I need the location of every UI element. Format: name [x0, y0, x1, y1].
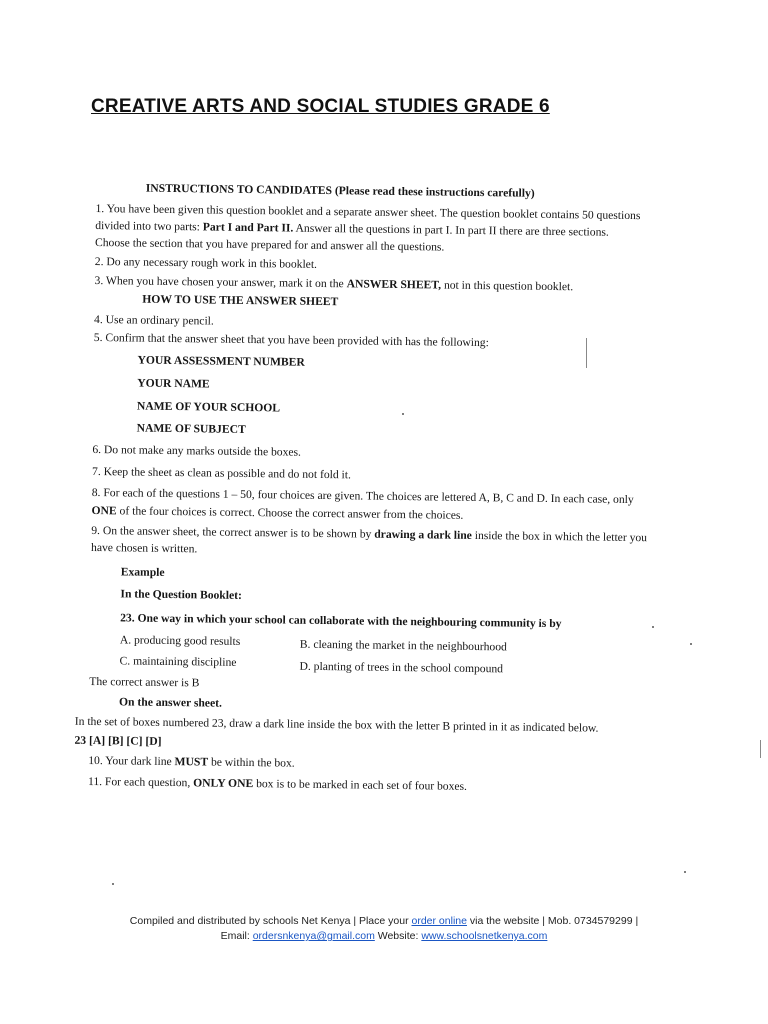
footer-line-1	[0, 914, 768, 929]
example-question-text: 23. One way in which your school can collaborate with the neighbouring community is by	[120, 611, 562, 631]
text: box is to be marked in each set of four boxes.	[253, 777, 468, 793]
must-emphasis: MUST	[174, 755, 209, 769]
instructions-heading: INSTRUCTIONS TO CANDIDATES (Please read these instructions carefully)	[145, 181, 535, 200]
draw-instruction: In the set of boxes numbered 23, draw a dark line inside the box with the letter B printed in it as indicated below.	[74, 714, 599, 735]
instruction-5: 5. Confirm that the answer sheet that you have been provided with has the following:	[93, 330, 489, 350]
example-question	[120, 610, 562, 631]
scan-artifact	[586, 338, 587, 368]
instruction-6: 6. Do not make any marks outside the boxes.	[92, 442, 302, 459]
field-assessment-number: YOUR ASSESSMENT NUMBER	[137, 353, 305, 369]
text: divided into two parts:	[95, 218, 203, 234]
text: 10. Your dark line	[88, 753, 175, 769]
example-label: Example	[120, 565, 165, 579]
footer-text: Email:	[220, 930, 253, 942]
option-a: A. producing good results	[119, 633, 241, 648]
text: be within the box.	[208, 755, 295, 770]
footer-text: via the website | Mob. 0734579299 |	[466, 915, 639, 927]
instruction-8: 8. For each of the questions 1 – 50, four choices are given. The choices are lettered A, B, C and D. In each case, only	[91, 485, 634, 507]
footer-text: Compiled and distributed by schools Net Kenya | Place your	[129, 915, 412, 927]
one-emphasis: ONE	[91, 503, 117, 518]
only-one-emphasis: ONLY ONE	[193, 776, 254, 791]
scan-speck	[684, 871, 686, 873]
text: inside the box in which the letter you	[471, 528, 648, 545]
website-link[interactable]: www.schoolsnetkenya.com	[421, 930, 548, 942]
field-name: YOUR NAME	[137, 376, 210, 391]
instruction-2: 2. Do any necessary rough work in this booklet.	[94, 254, 318, 271]
instruction-10	[88, 753, 295, 771]
instruction-4: 4. Use an ordinary pencil.	[93, 312, 214, 328]
scan-speck	[690, 643, 692, 645]
answer-sheet-emphasis: ANSWER SHEET,	[346, 277, 442, 292]
scan-artifact	[760, 740, 761, 758]
order-online-link[interactable]: order online	[411, 915, 467, 927]
instruction-1-cont2: Choose the section that you have prepared for and answer all the questions.	[94, 235, 445, 254]
correct-answer: The correct answer is B	[89, 674, 200, 690]
answer-sheet-label: On the answer sheet.	[118, 695, 222, 710]
text: of the four choices is correct. Choose the correct answer from the choices.	[116, 504, 464, 522]
answer-sheet-subheading: HOW TO USE THE ANSWER SHEET	[142, 292, 339, 309]
example-booklet-label: In the Question Booklet:	[120, 587, 242, 602]
parts-emphasis: Part I and Part II.	[202, 220, 294, 235]
text: not in this question booklet.	[441, 278, 574, 294]
instruction-9-cont: have chosen is written.	[90, 540, 198, 556]
dark-line-emphasis: drawing a dark line	[374, 527, 472, 542]
document-title: CREATIVE ARTS AND SOCIAL STUDIES GRADE 6	[91, 96, 550, 117]
text: 3. When you have chosen your answer, mark it on the	[94, 273, 347, 291]
scan-speck	[402, 413, 404, 415]
instruction-11	[88, 774, 467, 795]
answer-boxes: 23 [A] [B] [C] [D]	[74, 733, 162, 748]
footer-line-2	[0, 929, 768, 944]
instruction-8-cont	[91, 503, 463, 524]
field-school: NAME OF YOUR SCHOOL	[136, 399, 281, 415]
text: 11. For each question,	[87, 774, 194, 790]
footer-text: Website:	[374, 930, 422, 942]
option-c: C. maintaining discipline	[119, 654, 237, 669]
scan-speck	[112, 883, 114, 885]
option-d: D. planting of trees in the school compound	[299, 659, 504, 676]
field-subject: NAME OF SUBJECT	[136, 421, 246, 436]
email-link[interactable]: ordersnkenya@gmail.com	[252, 930, 375, 942]
text: Answer all the questions in part I. In part II there are three sections.	[293, 221, 609, 239]
instruction-7: 7. Keep the sheet as clean as possible and do not fold it.	[91, 464, 352, 482]
text: 9. On the answer sheet, the correct answer is to be shown by	[91, 523, 375, 541]
instruction-1: 1. You have been given this question booklet and a separate answer sheet. The question booklet contains 50 questions	[95, 201, 641, 223]
scan-speck	[652, 626, 654, 628]
footer	[0, 914, 768, 944]
scanned-instructions	[74, 172, 692, 880]
option-b: B. cleaning the market in the neighbourhood	[299, 637, 507, 654]
